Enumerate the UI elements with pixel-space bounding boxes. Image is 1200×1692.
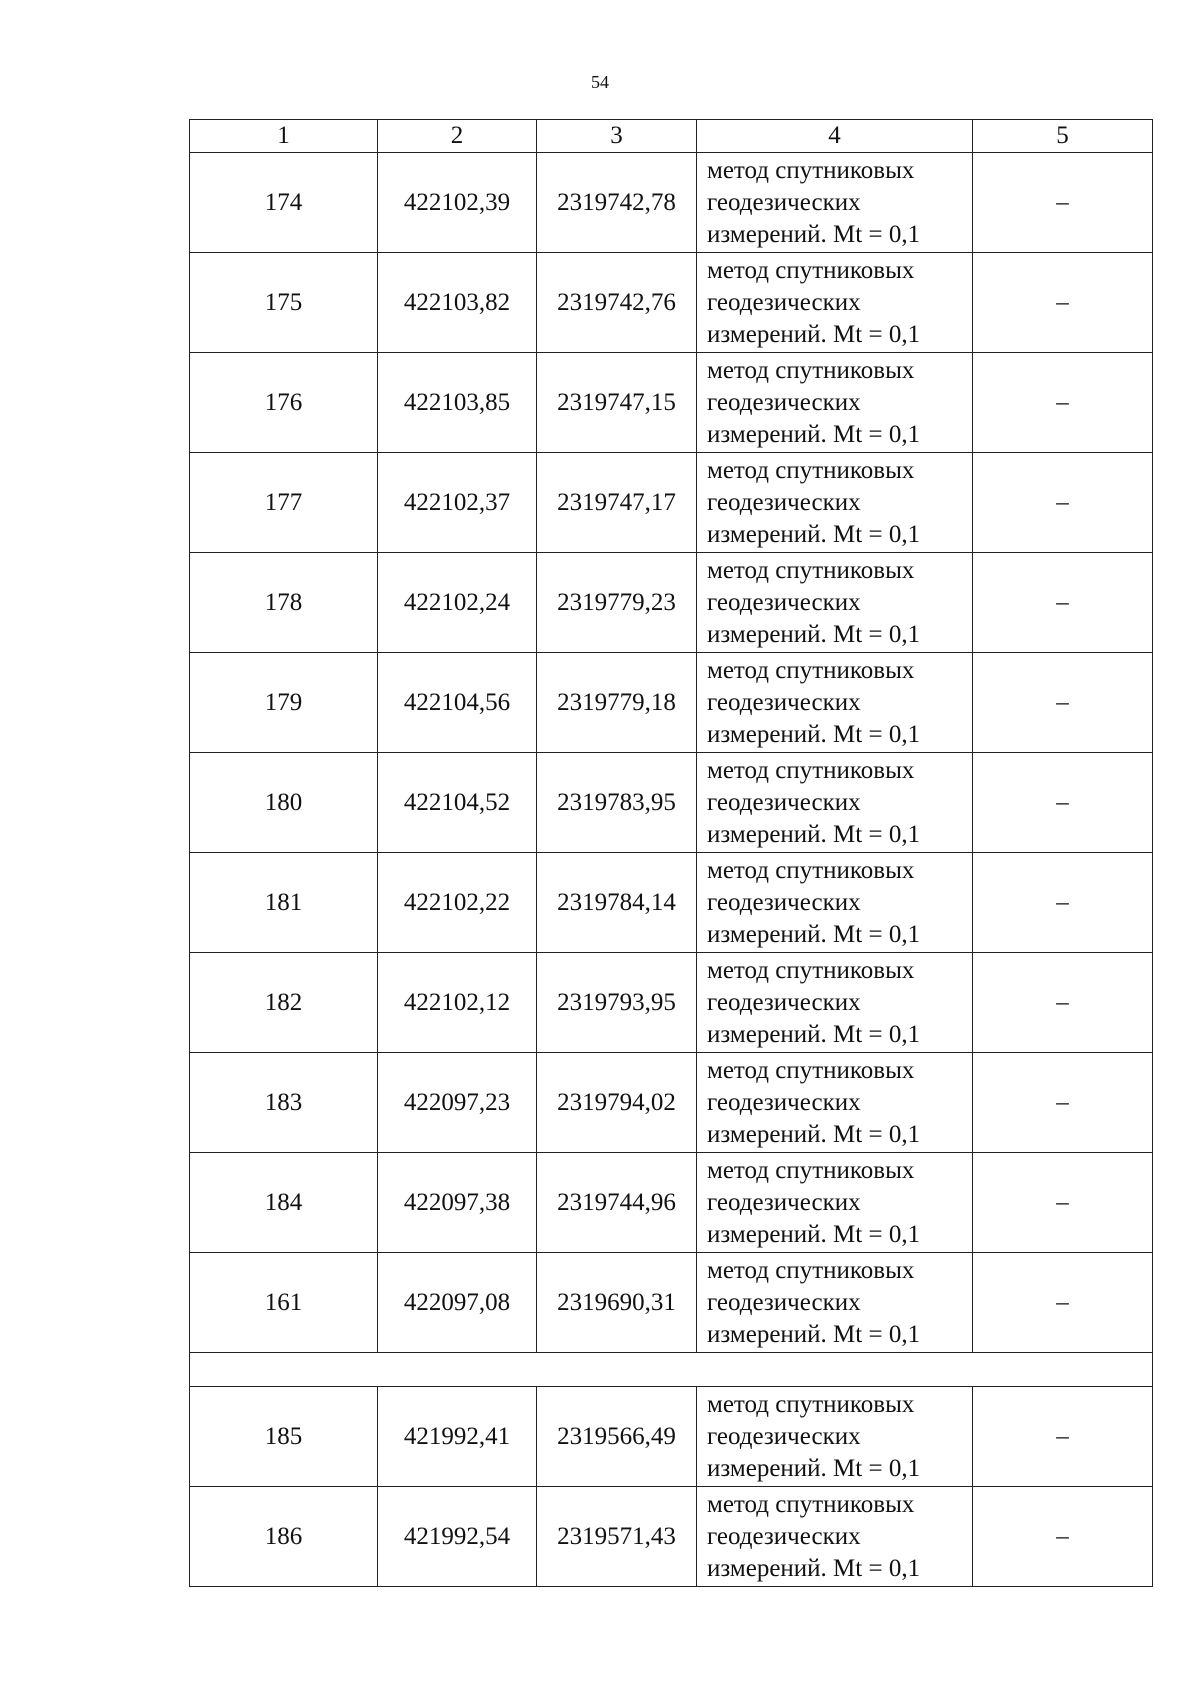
point-number-cell: 176 [190, 353, 378, 453]
header-cell: 3 [537, 120, 697, 153]
y-coordinate-cell: 2319784,14 [537, 853, 697, 953]
note-cell: – [973, 153, 1153, 253]
method-text-line: геодезических [707, 1088, 861, 1116]
method-text-line: геодезических [707, 288, 861, 316]
y-coordinate-cell: 2319783,95 [537, 753, 697, 853]
point-number-cell: 182 [190, 953, 378, 1053]
method-text-line: геодезических [707, 688, 861, 716]
method-cell [697, 1253, 973, 1353]
note-cell: – [973, 553, 1153, 653]
table-row [190, 1153, 1153, 1253]
point-number-cell: 178 [190, 553, 378, 653]
x-coordinate-cell: 422104,56 [378, 653, 537, 753]
x-coordinate-cell: 422102,12 [378, 953, 537, 1053]
method-text-line: метод спутниковых [707, 456, 915, 484]
method-text-line: метод спутниковых [707, 556, 915, 584]
method-text-line: измерений. Mt = 0,1 [707, 320, 921, 348]
method-cell [697, 153, 973, 253]
separator-cell [190, 1353, 1153, 1387]
method-cell [697, 953, 973, 1053]
method-cell [697, 1387, 973, 1487]
y-coordinate-cell: 2319566,49 [537, 1387, 697, 1487]
x-coordinate-cell: 422103,82 [378, 253, 537, 353]
table-row [190, 1487, 1153, 1587]
table-header-row [190, 120, 1153, 153]
note-cell: – [973, 1387, 1153, 1487]
y-coordinate-cell: 2319744,96 [537, 1153, 697, 1253]
method-text-line: измерений. Mt = 0,1 [707, 520, 921, 548]
table-row [190, 153, 1153, 253]
method-cell [697, 253, 973, 353]
method-text-line: измерений. Mt = 0,1 [707, 1454, 921, 1482]
header-cell: 2 [378, 120, 537, 153]
table-row [190, 1253, 1153, 1353]
table-row [190, 1053, 1153, 1153]
separator-row [190, 1353, 1153, 1387]
y-coordinate-cell: 2319779,18 [537, 653, 697, 753]
x-coordinate-cell: 422102,22 [378, 853, 537, 953]
method-text-line: метод спутниковых [707, 356, 915, 384]
x-coordinate-cell: 422104,52 [378, 753, 537, 853]
y-coordinate-cell: 2319742,76 [537, 253, 697, 353]
y-coordinate-cell: 2319690,31 [537, 1253, 697, 1353]
y-coordinate-cell: 2319742,78 [537, 153, 697, 253]
y-coordinate-cell: 2319779,23 [537, 553, 697, 653]
point-number-cell: 183 [190, 1053, 378, 1153]
y-coordinate-cell: 2319747,15 [537, 353, 697, 453]
x-coordinate-cell: 422097,08 [378, 1253, 537, 1353]
method-cell [697, 1053, 973, 1153]
note-cell: – [973, 1053, 1153, 1153]
method-text-line: метод спутниковых [707, 1490, 915, 1518]
method-text-line: метод спутниковых [707, 1056, 915, 1084]
x-coordinate-cell: 422102,24 [378, 553, 537, 653]
table-row [190, 953, 1153, 1053]
method-cell [697, 453, 973, 553]
table-row [190, 553, 1153, 653]
table-row [190, 353, 1153, 453]
x-coordinate-cell: 421992,41 [378, 1387, 537, 1487]
note-cell: – [973, 453, 1153, 553]
note-cell: – [973, 753, 1153, 853]
method-text-line: метод спутниковых [707, 1156, 915, 1184]
method-cell [697, 753, 973, 853]
table-row [190, 653, 1153, 753]
x-coordinate-cell: 422103,85 [378, 353, 537, 453]
point-number-cell: 186 [190, 1487, 378, 1587]
note-cell: – [973, 953, 1153, 1053]
coordinates-table [189, 119, 1153, 1587]
method-text-line: метод спутниковых [707, 956, 915, 984]
point-number-cell: 179 [190, 653, 378, 753]
method-text-line: метод спутниковых [707, 256, 915, 284]
method-text-line: измерений. Mt = 0,1 [707, 1554, 921, 1582]
table-row [190, 753, 1153, 853]
point-number-cell: 181 [190, 853, 378, 953]
method-cell [697, 553, 973, 653]
method-text-line: измерений. Mt = 0,1 [707, 220, 921, 248]
note-cell: – [973, 253, 1153, 353]
method-text-line: геодезических [707, 888, 861, 916]
table-row [190, 253, 1153, 353]
method-text-line: измерений. Mt = 0,1 [707, 1020, 921, 1048]
method-text-line: геодезических [707, 188, 861, 216]
point-number-cell: 177 [190, 453, 378, 553]
table-row [190, 853, 1153, 953]
point-number-cell: 184 [190, 1153, 378, 1253]
point-number-cell: 180 [190, 753, 378, 853]
note-cell: – [973, 653, 1153, 753]
method-text-line: метод спутниковых [707, 756, 915, 784]
page-number: 54 [591, 72, 609, 92]
header-cell: 1 [190, 120, 378, 153]
method-text-line: метод спутниковых [707, 1256, 915, 1284]
method-text-line: геодезических [707, 488, 861, 516]
header-cell: 5 [973, 120, 1153, 153]
table-row [190, 1387, 1153, 1487]
x-coordinate-cell: 422102,39 [378, 153, 537, 253]
x-coordinate-cell: 421992,54 [378, 1487, 537, 1587]
method-cell [697, 653, 973, 753]
method-text-line: измерений. Mt = 0,1 [707, 1120, 921, 1148]
method-text-line: измерений. Mt = 0,1 [707, 620, 921, 648]
header-cell: 4 [697, 120, 973, 153]
method-text-line: метод спутниковых [707, 656, 915, 684]
method-cell [697, 353, 973, 453]
note-cell: – [973, 1487, 1153, 1587]
method-text-line: измерений. Mt = 0,1 [707, 920, 921, 948]
method-text-line: геодезических [707, 588, 861, 616]
method-cell [697, 1487, 973, 1587]
method-cell [697, 853, 973, 953]
y-coordinate-cell: 2319793,95 [537, 953, 697, 1053]
method-text-line: геодезических [707, 1288, 861, 1316]
method-text-line: метод спутниковых [707, 156, 915, 184]
note-cell: – [973, 1253, 1153, 1353]
method-text-line: измерений. Mt = 0,1 [707, 1320, 921, 1348]
method-text-line: метод спутниковых [707, 1390, 915, 1418]
table-body [190, 120, 1153, 1587]
table-row [190, 453, 1153, 553]
method-text-line: геодезических [707, 988, 861, 1016]
point-number-cell: 175 [190, 253, 378, 353]
y-coordinate-cell: 2319747,17 [537, 453, 697, 553]
method-text-line: геодезических [707, 388, 861, 416]
method-text-line: геодезических [707, 1422, 861, 1450]
note-cell: – [973, 853, 1153, 953]
method-text-line: геодезических [707, 1522, 861, 1550]
method-text-line: геодезических [707, 1188, 861, 1216]
method-text-line: измерений. Mt = 0,1 [707, 1220, 921, 1248]
x-coordinate-cell: 422102,37 [378, 453, 537, 553]
method-text-line: измерений. Mt = 0,1 [707, 720, 921, 748]
method-text-line: геодезических [707, 788, 861, 816]
y-coordinate-cell: 2319571,43 [537, 1487, 697, 1587]
point-number-cell: 185 [190, 1387, 378, 1487]
point-number-cell: 161 [190, 1253, 378, 1353]
method-text-line: измерений. Mt = 0,1 [707, 820, 921, 848]
note-cell: – [973, 353, 1153, 453]
method-text-line: измерений. Mt = 0,1 [707, 420, 921, 448]
x-coordinate-cell: 422097,23 [378, 1053, 537, 1153]
y-coordinate-cell: 2319794,02 [537, 1053, 697, 1153]
point-number-cell: 174 [190, 153, 378, 253]
note-cell: – [973, 1153, 1153, 1253]
method-text-line: метод спутниковых [707, 856, 915, 884]
x-coordinate-cell: 422097,38 [378, 1153, 537, 1253]
method-cell [697, 1153, 973, 1253]
